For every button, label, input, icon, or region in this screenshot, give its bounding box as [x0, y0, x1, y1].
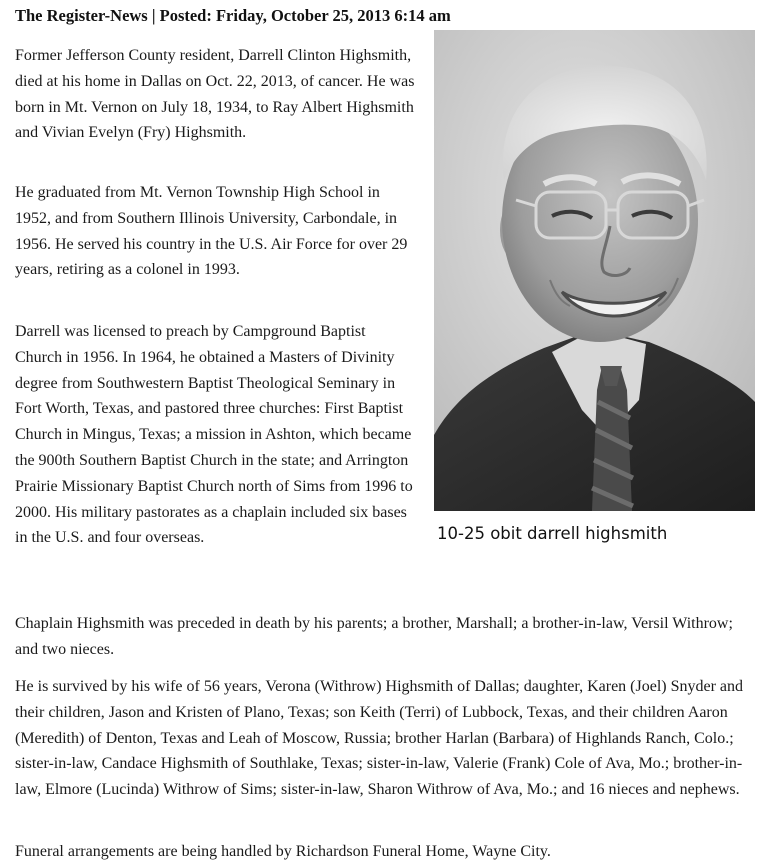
paragraph-survivors: He is survived by his wife of 56 years, Verona (Withrow) Highsmith of Dallas; daughter, Karen (Joel) Snyder and their children, Jason and Kristen of Plano, Texas; son Keith (Terri) of Lubbock, Texas, and their children Aaron (Meredith) of Denton, Texas and Leah of Moscow, Russia; brother Harlan (Barbara) of Highlands Ranch, Colo.; sister-in-law, Candace Highsmith of Southlake, Texas; sister-in-law, Valerie (Frank) Cole of Ava, Mo.; brother-in-law, Elmore (Lucinda) Withrow of Sims; sister-in-law, Sharon Withrow of Ava, Mo.; and 16 nieces and nephews.: [15, 678, 744, 799]
photo-caption: 10-25 obit darrell highsmith: [437, 524, 668, 543]
paragraph-death-notice: Former Jefferson County resident, Darrell Clinton Highsmith, died at his home in Dallas on Oct. 22, 2013, of cancer. He was born in Mt. Vernon on July 18, 1934, to Ray Albert Highsmith and Vivian Evelyn (Fry) Highsmith.: [15, 47, 415, 142]
paragraph-education-service: He graduated from Mt. Vernon Township High School in 1952, and from Southern Illinois University, Carbondale, in 1956. He served his country in the U.S. Air Force for over 29 years, retiring as a colonel in 1993.: [15, 184, 408, 279]
paragraph-ministry: Darrell was licensed to preach by Campground Baptist Church in 1956. In 1964, he obtained a Masters of Divinity degree from Southwestern Baptist Theological Seminary in Fort Worth, Texas, and pastored three churches: First Baptist Church in Mingus, Texas; a mission in Ashton, which became the 900th Southern Baptist Church in the state; and Arrington Prairie Missionary Baptist Church north of Sims from 1996 to 2000. His military pastorates as a chaplain included six bases in the U.S. and four overseas.: [15, 323, 413, 547]
article-header: The Register-News | Posted: Friday, October 25, 2013 6:14 am: [15, 6, 451, 25]
paragraph-preceded: Chaplain Highsmith was preceded in death by his parents; a brother, Marshall; a brother-in-law, Versil Withrow; and two nieces.: [15, 615, 733, 658]
paragraph-funeral: Funeral arrangements are being handled by Richardson Funeral Home, Wayne City.: [15, 843, 551, 860]
portrait-photo: [434, 30, 755, 511]
